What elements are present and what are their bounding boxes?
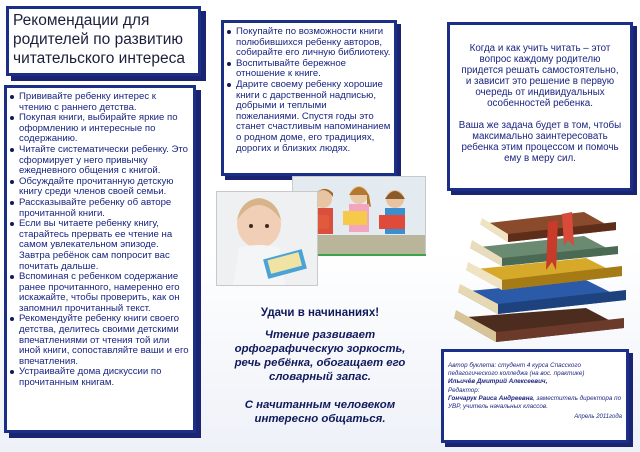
book-stack-illustration xyxy=(436,200,640,350)
advice-box xyxy=(447,22,633,191)
list-item: Прививайте ребенку интерес к чтению с раннего детства. xyxy=(19,92,190,113)
list-item: Рассказывайте ребенку об авторе прочитанной книги. xyxy=(19,198,190,219)
editor-role: , заместитель директора по УВР, учитель начальных классов. xyxy=(448,394,622,411)
editor-line xyxy=(444,395,626,411)
list-item: Читайте систематически ребенку. Это сформирует у него привычку ежедневного общения с книгой. xyxy=(19,143,188,177)
advice-paragraph: Когда и как учить читать – этот вопрос каждому родителю придется решать самостоятельно, и зависит это решение в первую очередь от индивидуальных особенностей ребенка. xyxy=(461,43,619,109)
good-luck-text: Удачи в начинаниях! xyxy=(260,307,380,319)
editor-label: Редактор: xyxy=(448,386,480,394)
recommendations-box xyxy=(4,85,196,433)
list-item: Покупайте по возможности книги полюбившихся ребенку авторов, собирайте его личную библиотеку. xyxy=(236,26,391,59)
page-title: Рекомендации для родителей по развитию читательского интереса xyxy=(13,12,186,67)
date-text: Апрель 2011года xyxy=(574,414,622,421)
tips-box xyxy=(221,20,397,176)
list-item: Воспитывайте бережное отношение к книге. xyxy=(236,59,391,80)
reading-benefit-text: Чтение развивает орфографическую зоркость, речь ребёнка, обогащает его словарный запас. xyxy=(234,329,406,383)
credits-box xyxy=(441,349,629,443)
baby-reading-photo xyxy=(216,191,318,286)
list-item: Покупая книги, выбирайте яркие по оформлению и интересные по содержанию. xyxy=(19,113,190,145)
list-item: Обсуждайте прочитанную детскую книгу среди членов своей семьи. xyxy=(19,177,190,198)
author-line: Автор буклета: студент 4 курса Спасского педагогического колледжа (на вос. практике) xyxy=(448,362,585,378)
recommendations-list xyxy=(7,88,193,389)
list-item: Дарите своему ребенку хорошие книги с дарственной надписью, добрыми и теплыми пожеланиями. Спустя годы это станет счастливым напоминанием о родном доме, его традициях, дорогих и близких людях. xyxy=(236,78,391,154)
advice-paragraph: Ваша же задача будет в том, чтобы максимально заинтересовать ребенка этим процессом и помочь ему в меру сил. xyxy=(458,120,622,164)
tips-list xyxy=(224,23,394,154)
list-item: Устраивайте дома дискуссии по прочитанным книгам. xyxy=(19,367,190,388)
list-item: Если вы читаете ребенку книгу, старайтесь прервать ее чтение на самом увлекательном эпизоде. Завтра ребёнок сам попросит вас почитать дальше. xyxy=(19,219,190,272)
list-item: Вспоминая с ребенком содержание ранее прочитанного, намеренно его искажайте, чтобы проверить, как он запомнил прочитанный текст. xyxy=(19,272,190,314)
author-name: Ильичёв Дмитрий Алексеевич, xyxy=(448,378,548,386)
well-read-person-text: С начитанным человеком интересно общаться. xyxy=(244,399,396,425)
panel-left xyxy=(0,0,212,452)
panel-middle xyxy=(212,0,426,452)
panel-right xyxy=(426,0,640,452)
divider-line xyxy=(313,254,426,256)
title-box xyxy=(6,6,201,76)
list-item: Рекомендуйте ребенку книги своего детства, делитесь своими детскими впечатлениями от чтения той или иной книги, сопоставляйте ваши и его впечатления. xyxy=(19,313,189,367)
editor-name: Гончарук Раиса Андреевна xyxy=(448,394,534,402)
